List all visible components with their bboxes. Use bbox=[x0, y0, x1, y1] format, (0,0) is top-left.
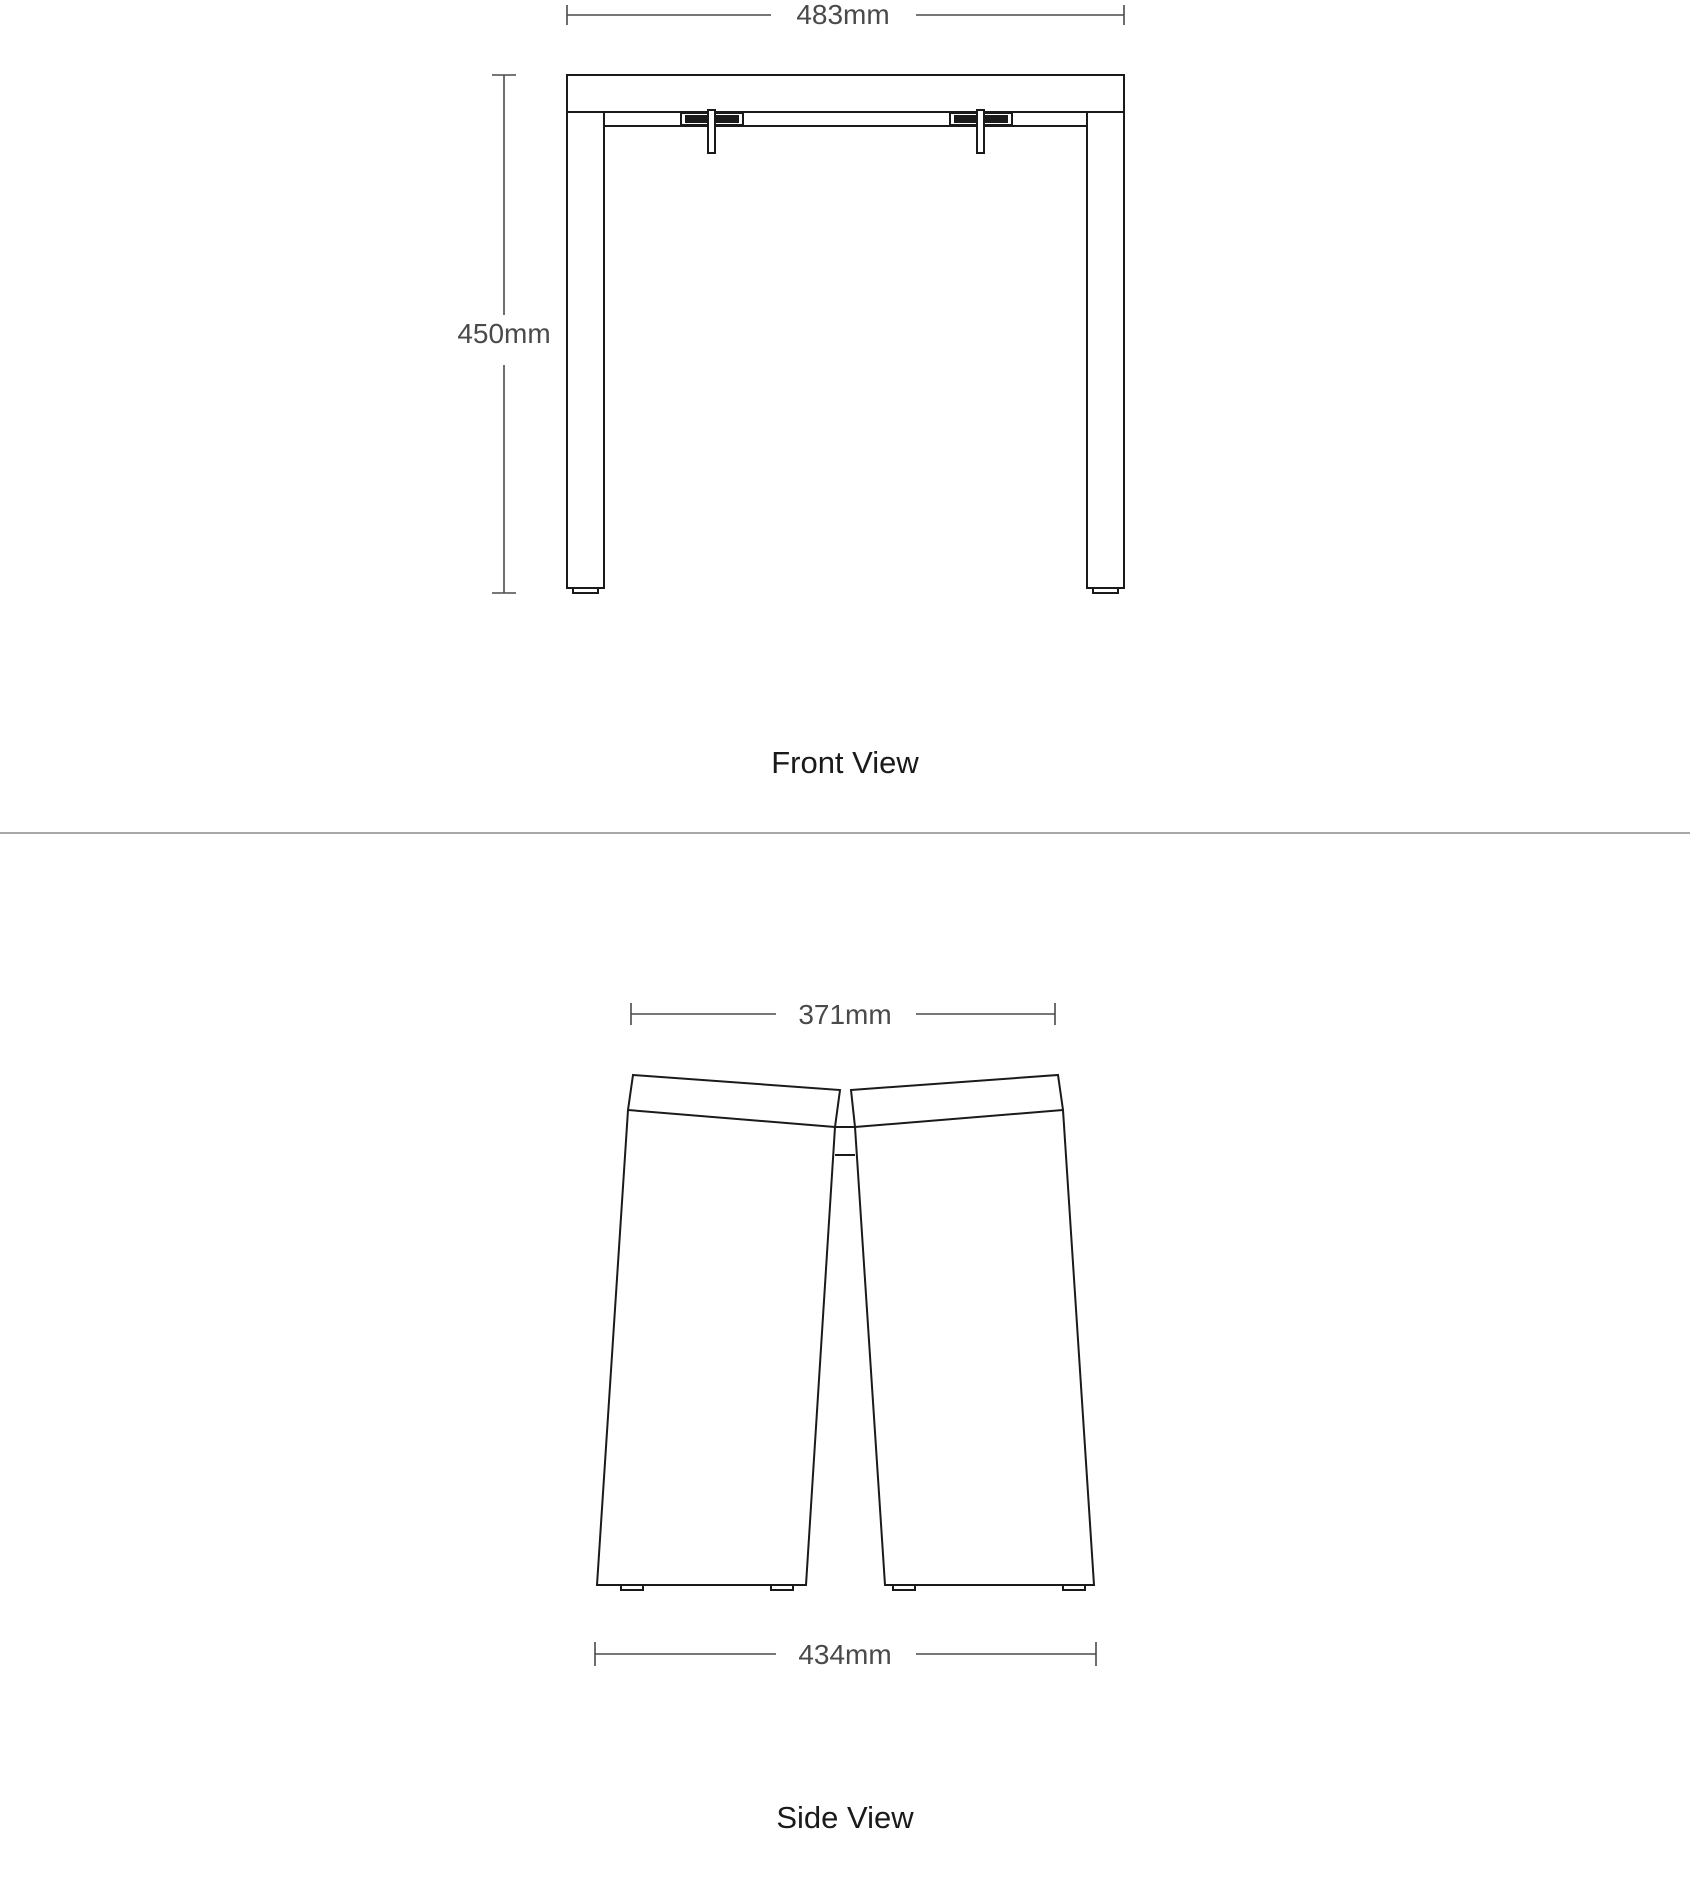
side-view-title: Side View bbox=[776, 1800, 914, 1835]
front-view-drawing bbox=[0, 0, 1690, 832]
side-right-leg bbox=[851, 1075, 1094, 1590]
side-view-drawing bbox=[0, 834, 1690, 1896]
front-view-panel bbox=[0, 0, 1690, 832]
side-bottom-label: 434mm bbox=[798, 1639, 892, 1670]
side-top-label: 371mm bbox=[798, 999, 892, 1030]
front-height-label: 450mm bbox=[457, 318, 551, 349]
side-center-strip bbox=[835, 1127, 855, 1155]
front-width-label: 483mm bbox=[796, 0, 890, 30]
front-view-title: Front View bbox=[771, 745, 919, 780]
side-view-panel bbox=[0, 834, 1690, 1896]
table-front-outline bbox=[567, 75, 1124, 593]
side-left-leg bbox=[597, 1075, 840, 1590]
clamp-right bbox=[950, 110, 1012, 153]
clamp-left bbox=[681, 110, 743, 153]
